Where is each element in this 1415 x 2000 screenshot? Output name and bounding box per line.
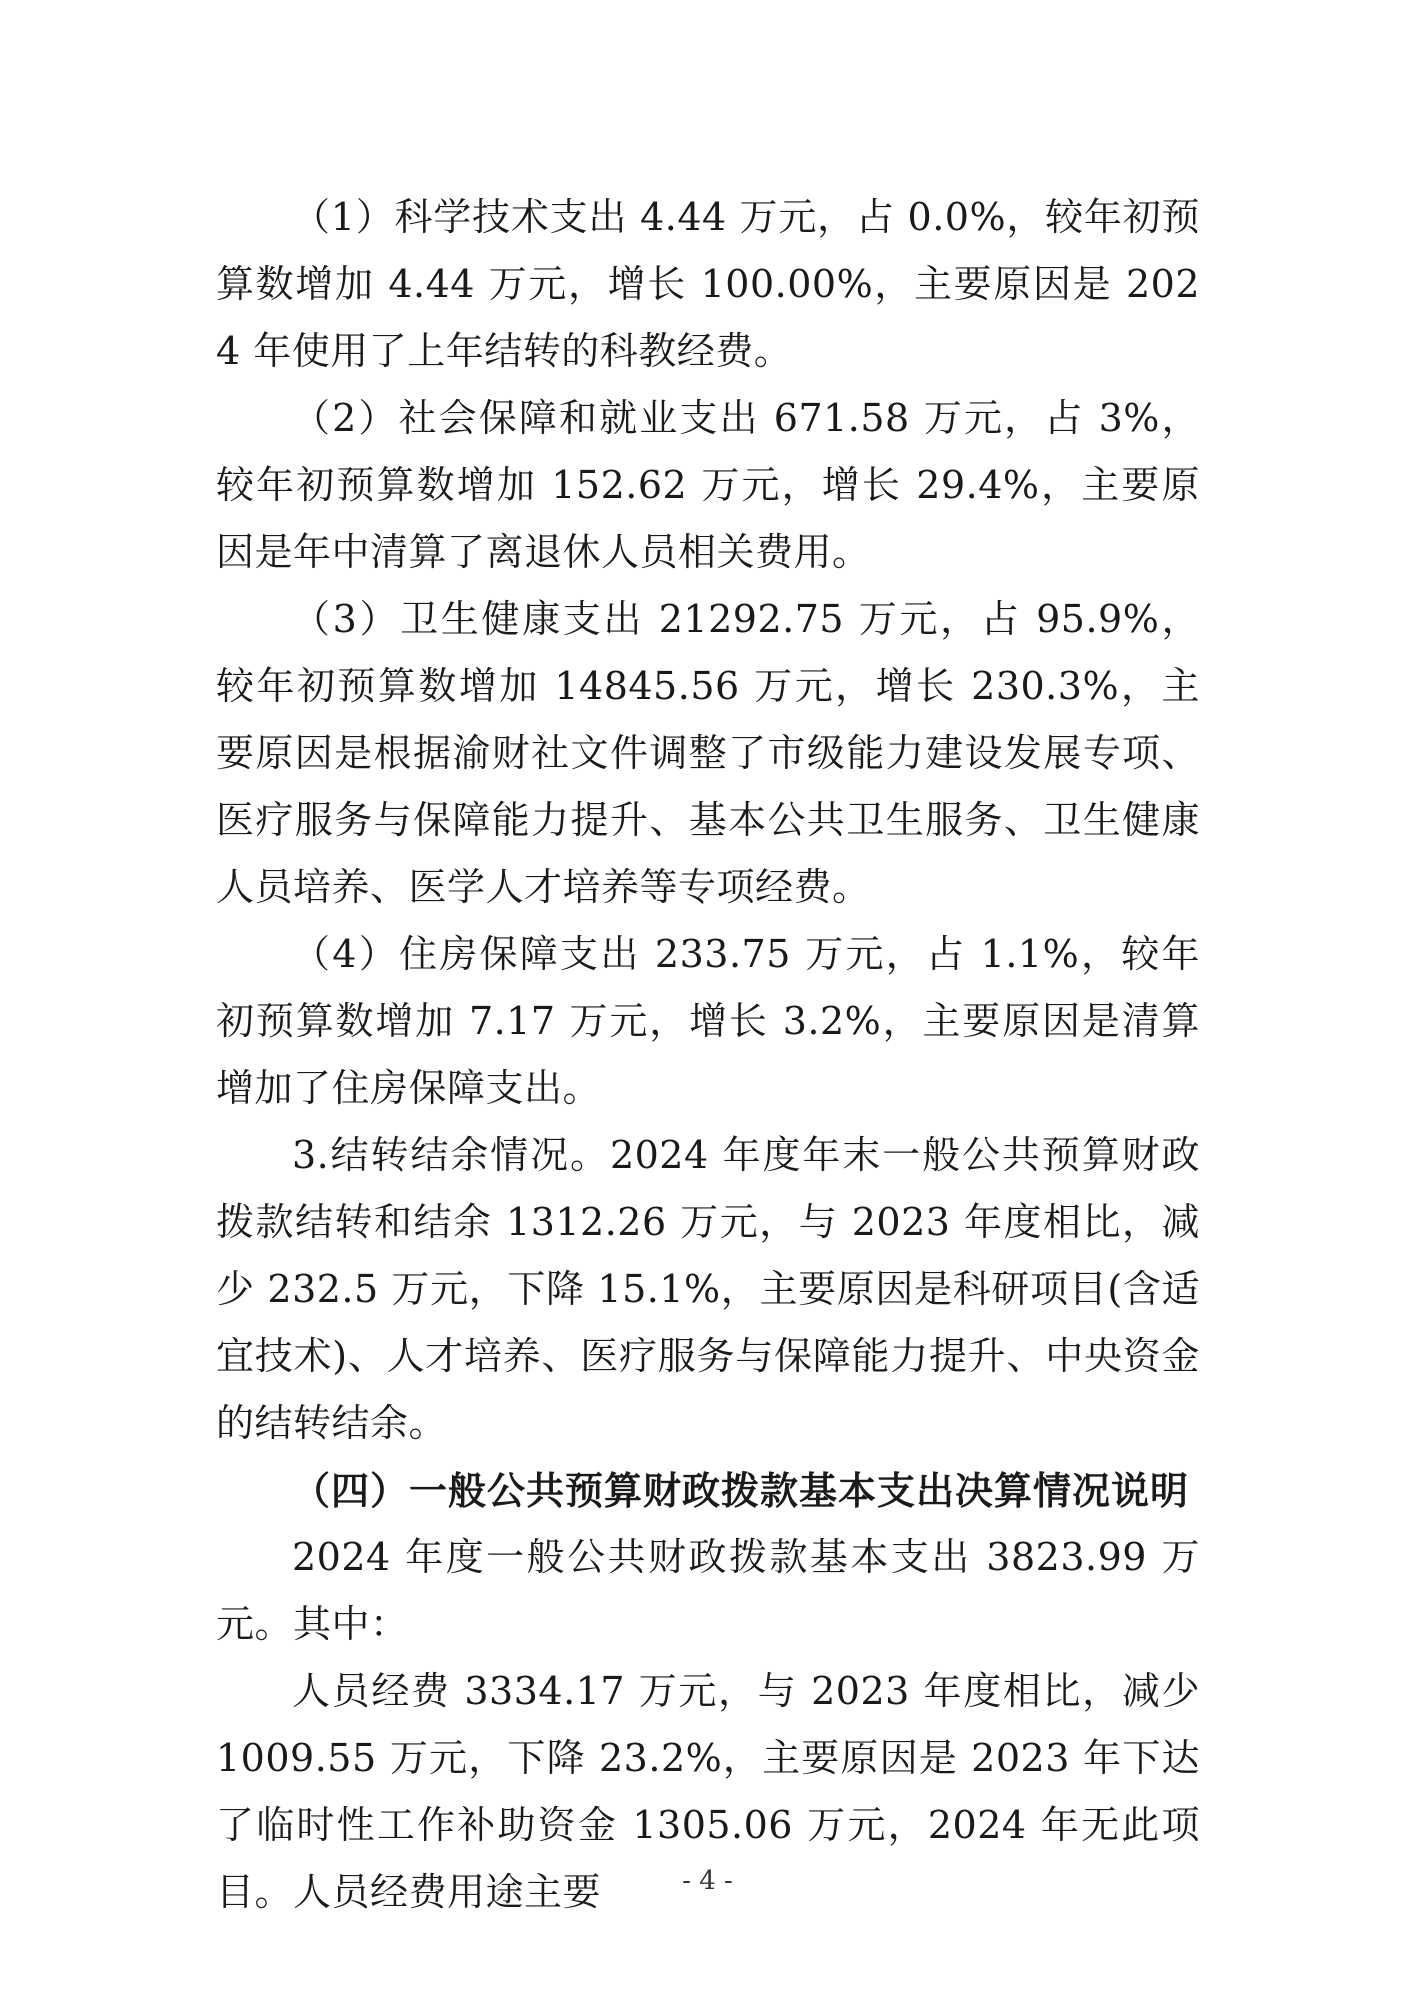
paragraph-personnel: 人员经费 3334.17 万元，与 2023 年度相比，减少 1009.55 万元，下降 23.2%，主要原因是 2023 年下达了临时性工作补助资金 1305.06 万元，2024 年无此项目。人员经费用途主要: [216, 1669, 1200, 1914]
paragraph-housing: （4）住房保障支出 233.75 万元，占 1.1%，较年初预算数增加 7.17 万元，增长 3.2%，主要原因是清算增加了住房保障支出。: [216, 932, 1200, 1110]
paragraph-social-security: （2）社会保障和就业支出 671.58 万元，占 3%，较年初预算数增加 152.62 万元，增长 29.4%，主要原因是年中清算了离退休人员相关费用。: [216, 396, 1200, 574]
paragraph-basic-expenditure: 2024 年度一般公共财政拨款基本支出 3823.99 万元。其中：: [216, 1535, 1200, 1646]
section-heading: （四）一般公共预算财政拨款基本支出决算情况说明: [292, 1468, 1190, 1513]
paragraph-carryover: 3.结转结余情况。2024 年度年末一般公共预算财政拨款结转和结余 1312.26 万元，与 2023 年度相比，减少 232.5 万元，下降 15.1%，主要原因是科研项目(含适宜技术)、人才培养、医疗服务与保障能力提升、中央资金的结转结余。: [216, 1133, 1200, 1445]
page-number: - 4 -: [682, 1866, 733, 1896]
document-body: [216, 184, 1200, 1926]
paragraph-science-tech: （1）科学技术支出 4.44 万元，占 0.0%，较年初预算数增加 4.44 万元，增长 100.00%，主要原因是 2024 年使用了上年结转的科教经费。: [216, 195, 1200, 373]
paragraph-health: （3）卫生健康支出 21292.75 万元，占 95.9%，较年初预算数增加 14845.56 万元，增长 230.3%，主要原因是根据渝财社文件调整了市级能力建设发展专项、医疗服务与保障能力提升、基本公共卫生服务、卫生健康人员培养、医学人才培养等专项经费。: [216, 597, 1200, 909]
